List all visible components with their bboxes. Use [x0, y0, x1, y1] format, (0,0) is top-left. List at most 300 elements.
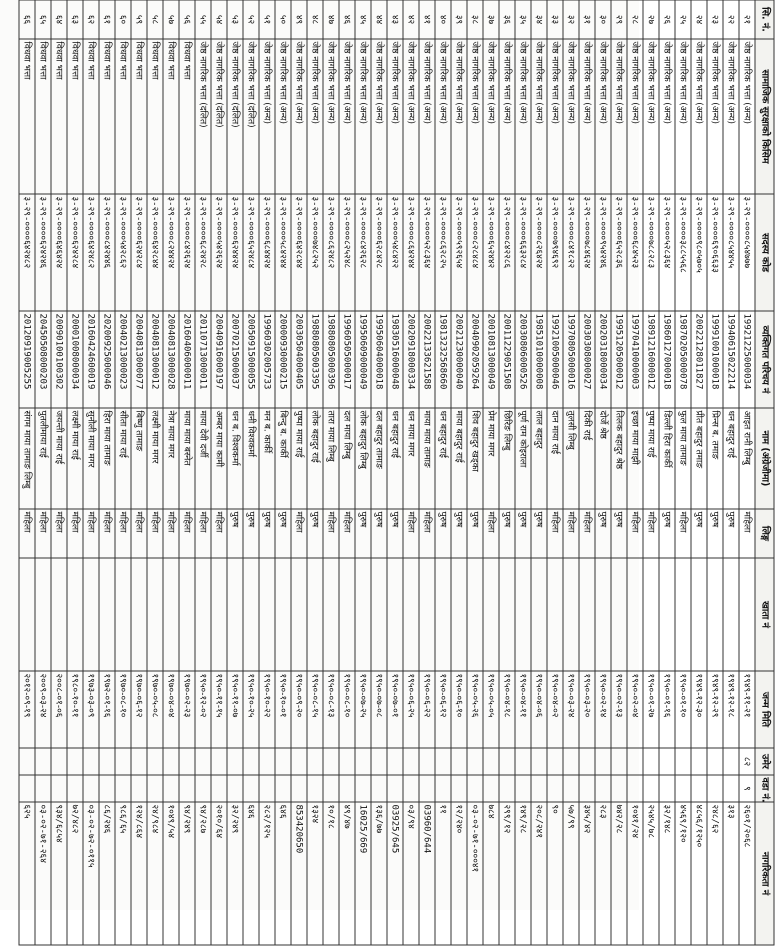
table-row	[131, 0, 147, 945]
cell-code: ३-२९-००००८४२४४६	[99, 194, 115, 311]
cell-code: ३-२९-००००७८४६२४	[579, 194, 595, 311]
cell-type: जेष्ठ नागरिक भत्ता (अन्य)	[387, 39, 403, 194]
cell-gender: महिला	[179, 509, 195, 558]
cell-sn: ५१	[259, 0, 275, 39]
table-row	[531, 0, 547, 945]
cell-age	[35, 748, 51, 775]
cell-type: जेष्ठ नागरिक भत्ता (अन्य)	[723, 39, 739, 194]
cell-id: 19891216000012	[643, 311, 659, 408]
cell-citizenship: २९९/१२	[499, 802, 515, 945]
table-row	[563, 0, 579, 945]
cell-citizenship: ५७/९९	[563, 802, 579, 945]
cell-sn: ६४	[51, 0, 67, 39]
cell-sn: ४८	[307, 0, 323, 39]
header-id: व्यक्तिगत परिचय नं	[755, 311, 774, 408]
cell-ward	[499, 775, 515, 802]
cell-code: ३-२९-००००६५२४४२	[483, 194, 499, 311]
table-row	[259, 0, 275, 945]
cell-id: 20040902059264	[467, 311, 483, 408]
cell-age	[83, 748, 99, 775]
cell-code: ३-२९-००००६२४२४६	[35, 194, 51, 311]
cell-dob: १९४९-१२-१८	[723, 671, 739, 748]
cell-type: जेष्ठ नागरिक भत्ता (अन्य)	[547, 39, 563, 194]
cell-sn: २६	[659, 0, 675, 39]
table-row	[99, 0, 115, 945]
cell-code: ३-२९-००००६४२८४४	[291, 194, 307, 311]
cell-dob: १९७०-०५-०८	[147, 671, 163, 748]
cell-ward	[419, 775, 435, 802]
cell-age	[451, 748, 467, 775]
cell-name: पुष्पा माया राई	[291, 408, 307, 509]
cell-name: लक्ष्मी माया राई	[67, 408, 83, 509]
cell-id: 20120919005255	[19, 311, 35, 408]
cell-account	[483, 558, 499, 671]
cell-citizenship: ६४६	[243, 802, 259, 945]
table-row	[275, 0, 291, 945]
cell-dob: १९५०-०१-१०	[675, 671, 691, 748]
cell-age	[371, 748, 387, 775]
cell-citizenship: ६४६	[275, 802, 291, 945]
cell-code: ३-२९-००००८६२८२५	[435, 194, 451, 311]
cell-type: विधवा भत्ता	[19, 39, 35, 194]
cell-age: ८२	[739, 748, 755, 775]
cell-sn: ४५	[355, 0, 371, 39]
cell-name: अम्बर माया कामी	[211, 408, 227, 509]
cell-dob: १९५०-०९-२०	[291, 671, 307, 748]
cell-account	[67, 558, 83, 671]
table-row	[387, 0, 403, 945]
cell-citizenship: ७२/४८२	[67, 802, 83, 945]
cell-sn: ४४	[371, 0, 387, 39]
cell-id: 20160406000011	[179, 311, 195, 408]
cell-account	[627, 558, 643, 671]
cell-name: लोक बहादुर लिम्बु	[355, 408, 371, 509]
cell-gender: पुरुष	[435, 509, 451, 558]
cell-name: लोक बहादुर राई	[307, 408, 323, 509]
cell-age	[115, 748, 131, 775]
cell-id: 19851010000008	[531, 311, 547, 408]
cell-id: 19960505000017	[339, 311, 355, 408]
cell-gender: पुरुष	[659, 509, 675, 558]
table-row	[483, 0, 499, 945]
cell-dob: २००८-०१-०६	[51, 671, 67, 748]
cell-sn: ५८	[147, 0, 163, 39]
cell-code: ३-२९-००००८२८४८४	[467, 194, 483, 311]
cell-age	[275, 748, 291, 775]
cell-code: ३-२९-००००६४२४८२	[83, 194, 99, 311]
cell-citizenship: १०४९/५४	[163, 802, 179, 945]
cell-type: जेष्ठ नागरिक भत्ता (अन्य)	[483, 39, 499, 194]
cell-ward	[595, 775, 611, 802]
cell-sn: २१	[739, 0, 755, 39]
cell-code: ३-२९-००००६६३२८४	[515, 194, 531, 311]
header-citizenship: नागरिकता नं	[755, 802, 774, 945]
cell-account	[355, 558, 371, 671]
header-account: खाता नं	[755, 558, 774, 671]
cell-type: जेष्ठ नागरिक भत्ता (अन्य)	[563, 39, 579, 194]
cell-code: ३-२९-००००८५४४५५	[723, 194, 739, 311]
cell-account	[691, 558, 707, 671]
cell-name: तुलसी लिम्बु	[563, 408, 579, 509]
cell-ward	[643, 775, 659, 802]
cell-name: धन बहादुर राई	[435, 408, 451, 509]
table-row	[579, 0, 595, 945]
cell-age	[435, 748, 451, 775]
cell-dob: १९५०-०८-१५	[307, 671, 323, 748]
cell-code: ३-२९-००००८४२६२८	[355, 194, 371, 311]
cell-gender: महिला	[115, 509, 131, 558]
cell-citizenship: ९३४/६८५४	[51, 802, 67, 945]
cell-id: 19921005000046	[547, 311, 563, 408]
cell-code: ३-२९-००००७९४६९२	[547, 194, 563, 311]
cell-age	[531, 748, 547, 775]
cell-ward	[259, 775, 275, 802]
cell-ward	[403, 775, 419, 802]
cell-id: 20110713000011	[195, 311, 211, 408]
table-row	[467, 0, 483, 945]
cell-code: ३-२९-००००६८४४२४	[259, 194, 275, 311]
cell-gender: महिला	[419, 509, 435, 558]
cell-code: ३-२९-००००३८८५५६८	[675, 194, 691, 311]
cell-age	[483, 748, 499, 775]
cell-type: जेष्ठ नागरिक भत्ता (अन्य)	[643, 39, 659, 194]
cell-type: जेष्ठ नागरिक भत्ता (अन्य)	[595, 39, 611, 194]
cell-age	[643, 748, 659, 775]
cell-dob: १९५०-१२-०२	[195, 671, 211, 748]
cell-ward	[99, 775, 115, 802]
cell-citizenship: १२/२४०	[451, 802, 467, 945]
header-ward: वडा नं.	[755, 775, 774, 802]
cell-type: जेष्ठ नागरिक भत्ता (दलित)	[211, 39, 227, 194]
cell-type: जेष्ठ नागरिक भत्ता (अन्य)	[499, 39, 515, 194]
cell-citizenship: ९४/२८७	[195, 802, 211, 945]
table-row	[435, 0, 451, 945]
cell-type: जेष्ठ नागरिक भत्ता (अन्य)	[659, 39, 675, 194]
cell-id: 19960302005733	[259, 311, 275, 408]
cell-type: विधवा भत्ता	[131, 39, 147, 194]
cell-code: ३-२९-००००८४२६२४	[179, 194, 195, 311]
cell-sn: ४२	[403, 0, 419, 39]
cell-id: 20022133621588	[419, 311, 435, 408]
cell-type: जेष्ठ नागरिक भत्ता (अन्य)	[435, 39, 451, 194]
cell-dob: १९५०-०६-१२	[435, 671, 451, 748]
cell-age	[627, 748, 643, 775]
cell-ward	[483, 775, 499, 802]
cell-dob: १९५०-११-१५	[211, 671, 227, 748]
cell-ward	[243, 775, 259, 802]
table-row	[195, 0, 211, 945]
cell-name: सुनौली माया मगर	[83, 408, 99, 509]
cell-id: 19870205000078	[675, 311, 691, 408]
cell-gender: पुरुष	[307, 509, 323, 558]
cell-type: विधवा भत्ता	[99, 39, 115, 194]
cell-sn: ३२	[563, 0, 579, 39]
cell-type: जेष्ठ नागरिक भत्ता (अन्य)	[691, 39, 707, 194]
cell-gender: पुरुष	[227, 509, 243, 558]
cell-dob: १९५०-११-०७	[227, 671, 243, 748]
cell-name: लाल बहादुर	[531, 408, 547, 509]
cell-age	[211, 748, 227, 775]
cell-dob: १९५०-०६-२५	[403, 671, 419, 748]
cell-ward	[579, 775, 595, 802]
cell-sn: ३९	[451, 0, 467, 39]
cell-age	[387, 748, 403, 775]
cell-gender: महिला	[83, 509, 99, 558]
cell-name: धन बहादुर राई	[387, 408, 403, 509]
cell-ward	[163, 775, 179, 802]
cell-citizenship: ८६/२४६	[99, 802, 115, 945]
cell-type: जेष्ठ नागरिक भत्ता (दलित)	[243, 39, 259, 194]
cell-dob: १९८०-१०-११	[67, 671, 83, 748]
header-sn: सि. नं.	[755, 0, 774, 39]
cell-type: जेष्ठ नागरिक भत्ता (अन्य)	[307, 39, 323, 194]
cell-ward	[627, 775, 643, 802]
cell-dob: १९५०-०५-०५	[483, 671, 499, 748]
cell-dob: १९४९-११-२१	[739, 671, 755, 748]
cell-gender: पुरुष	[355, 509, 371, 558]
cell-ward	[115, 775, 131, 802]
cell-gender: पुरुष	[243, 509, 259, 558]
cell-dob: १९५०-०७-०१	[387, 671, 403, 748]
cell-citizenship: १३२४	[307, 802, 323, 945]
cell-sn: ३३	[547, 0, 563, 39]
cell-name: पुष्पा माया राई	[643, 408, 659, 509]
cell-id: 19940615022214	[723, 311, 739, 408]
cell-sn: २९	[611, 0, 627, 39]
cell-ward	[35, 775, 51, 802]
cell-dob: १९५०-०४-०२	[547, 671, 563, 748]
cell-sn: ४१	[419, 0, 435, 39]
cell-id: 19860127000018	[659, 311, 675, 408]
cell-citizenship: २५४५/७८	[643, 802, 659, 945]
cell-account	[179, 558, 195, 671]
cell-account	[563, 558, 579, 671]
cell-citizenship: ४८५६/१२५०	[691, 802, 707, 945]
cell-code: ३-२९-००००६५२४८४	[243, 194, 259, 311]
table-body	[19, 0, 755, 945]
cell-gender: महिला	[483, 509, 499, 558]
cell-sn: २३	[707, 0, 723, 39]
cell-age	[659, 748, 675, 775]
cell-account	[515, 558, 531, 671]
cell-account	[387, 558, 403, 671]
table-row	[419, 0, 435, 945]
cell-code: ३-२९-००००६८२४२८	[195, 194, 211, 311]
cell-name: फुल माया तामाङ	[675, 408, 691, 509]
cell-account	[131, 558, 147, 671]
cell-sn: २५	[675, 0, 691, 39]
cell-dob: १९५०-०७-२५	[355, 671, 371, 748]
cell-name: संगम माया तामाङ लिम्बु	[19, 408, 35, 509]
cell-ward	[611, 775, 627, 802]
cell-age	[99, 748, 115, 775]
header-gender: लिङ्ग	[755, 509, 774, 558]
table-row	[227, 0, 243, 945]
table-row	[707, 0, 723, 945]
cell-age	[547, 748, 563, 775]
cell-sn: ४६	[339, 0, 355, 39]
rotated-table-wrapper	[22, 0, 775, 910]
cell-type: जेष्ठ नागरिक भत्ता (अन्य)	[419, 39, 435, 194]
cell-ward	[707, 775, 723, 802]
cell-gender: पुरुष	[691, 509, 707, 558]
cell-name: नेत्रा माया मगर	[163, 408, 179, 509]
cell-name: जयन्ती माया राई	[51, 408, 67, 509]
cell-account	[195, 558, 211, 671]
cell-dob: १९४९-१२-२९	[707, 671, 723, 748]
cell-age	[67, 748, 83, 775]
cell-type: जेष्ठ नागरिक भत्ता (दलित)	[195, 39, 211, 194]
cell-sn: ५९	[131, 0, 147, 39]
cell-sn: ५०	[275, 0, 291, 39]
cell-type: जेष्ठ नागरिक भत्ता (अन्य)	[371, 39, 387, 194]
cell-ward	[179, 775, 195, 802]
cell-account	[323, 558, 339, 671]
table-row	[35, 0, 51, 945]
cell-account	[419, 558, 435, 671]
cell-citizenship: 853420650	[291, 802, 307, 945]
cell-id: 19921225000034	[739, 311, 755, 408]
cell-type: जेष्ठ नागरिक भत्ता (अन्य)	[403, 39, 419, 194]
cell-gender: महिला	[51, 509, 67, 558]
cell-id: 20040813000028	[163, 311, 179, 408]
cell-id: 20040916000197	[211, 311, 227, 408]
table-row	[403, 0, 419, 945]
table-row	[147, 0, 163, 945]
cell-account	[531, 558, 547, 671]
cell-account	[675, 558, 691, 671]
cell-account	[227, 558, 243, 671]
cell-ward	[51, 775, 67, 802]
cell-id: 20010813000049	[483, 311, 499, 408]
cell-name: लक्ष्मी माया मगर	[147, 408, 163, 509]
cell-account	[723, 558, 739, 671]
cell-id: 20050915000055	[243, 311, 259, 408]
cell-dob: १९७०-०८-१०	[115, 671, 131, 748]
cell-name: शिव बहादुर खड्का	[467, 408, 483, 509]
cell-name: प्रिन्स ब. तमाङ	[707, 408, 723, 509]
cell-gender: पुरुष	[611, 509, 627, 558]
table-row	[451, 0, 467, 945]
cell-name: तिलक बहादुर श्रेष्ठ	[611, 408, 627, 509]
cell-citizenship: १२४/८६४	[131, 802, 147, 945]
cell-ward	[323, 775, 339, 802]
cell-age	[131, 748, 147, 775]
cell-code: ३-२९-००००८२६४२४	[531, 194, 547, 311]
cell-id: 20000930000215	[275, 311, 291, 408]
cell-ward	[723, 775, 739, 802]
cell-sn: ३४	[531, 0, 547, 39]
cell-type: विधवा भत्ता	[67, 39, 83, 194]
cell-gender: महिला	[643, 509, 659, 558]
cell-dob: १९५०-१०-०१	[275, 671, 291, 748]
cell-gender: महिला	[35, 509, 51, 558]
cell-dob: १९४९-१२-३०	[691, 671, 707, 748]
cell-dob: १९५०-०२-१४	[595, 671, 611, 748]
cell-age	[19, 748, 35, 775]
cell-id: 20030308000027	[579, 311, 595, 408]
cell-age	[339, 748, 355, 775]
cell-dob: १९५०-१०-२२	[259, 671, 275, 748]
table-header-row	[755, 0, 774, 945]
cell-name: सीता माया राई	[115, 408, 131, 509]
cell-age	[147, 748, 163, 775]
cell-code: ३-२९-००००९८०५७०५	[691, 194, 707, 311]
cell-sn: ३५	[515, 0, 531, 39]
cell-citizenship: ७८४	[483, 802, 499, 945]
cell-citizenship: ४५६९/१२०	[675, 802, 691, 945]
cell-citizenship: २८३	[595, 802, 611, 945]
cell-id: 20022128011827	[691, 311, 707, 408]
table-row	[51, 0, 67, 945]
cell-age	[227, 748, 243, 775]
cell-name: धन ब. विश्वकर्मा	[227, 408, 243, 509]
cell-type: जेष्ठ नागरिक भत्ता (अन्य)	[275, 39, 291, 194]
cell-gender: पुरुष	[531, 509, 547, 558]
cell-dob: १९५०-०१-२७	[643, 671, 659, 748]
cell-sn: ३१	[579, 0, 595, 39]
table-row	[307, 0, 323, 945]
cell-citizenship: ३४५/४२	[579, 802, 595, 945]
cell-name: दिकी राई	[579, 408, 595, 509]
cell-type: जेष्ठ नागरिक भत्ता (अन्य)	[579, 39, 595, 194]
cell-code: ३-२९-००००८४२२८६	[499, 194, 515, 311]
cell-ward	[563, 775, 579, 802]
cell-id: 20020918000334	[403, 311, 419, 408]
cell-code: ३-२९-००००९५४२४६	[595, 194, 611, 311]
cell-id: 20450508000203	[35, 311, 51, 408]
cell-code: ३-२९-००००८५४७७७	[739, 194, 755, 311]
header-dob: जन्म मिति	[755, 671, 774, 748]
cell-age	[195, 748, 211, 775]
cell-type: जेष्ठ नागरिक भत्ता (दलित)	[227, 39, 243, 194]
cell-gender: महिला	[19, 509, 35, 558]
cell-gender: पुरुष	[515, 509, 531, 558]
cell-age	[243, 748, 259, 775]
cell-age	[323, 748, 339, 775]
cell-age	[419, 748, 435, 775]
cell-code: ३-२९-००००८२५२४८	[339, 194, 355, 311]
table-row	[627, 0, 643, 945]
cell-type: विधवा भत्ता	[83, 39, 99, 194]
cell-gender: महिला	[211, 509, 227, 558]
cell-dob: १९५०-०४-१८	[499, 671, 515, 748]
cell-sn: ३७	[483, 0, 499, 39]
table-row	[291, 0, 307, 945]
cell-sn: ५४	[211, 0, 227, 39]
cell-id: 20040213000023	[115, 311, 131, 408]
cell-name: मन ब. कार्की	[259, 408, 275, 509]
cell-ward	[83, 775, 99, 802]
cell-id: 19830516000048	[387, 311, 403, 408]
cell-gender: महिला	[739, 509, 755, 558]
cell-ward	[307, 775, 323, 802]
cell-name: धनी विश्वकर्मा	[243, 408, 259, 509]
cell-gender: महिला	[67, 509, 83, 558]
cell-type: जेष्ठ नागरिक भत्ता (अन्य)	[323, 39, 339, 194]
header-code: सदस्य कोड	[755, 194, 774, 311]
table-row	[67, 0, 83, 945]
cell-sn: ४३	[387, 0, 403, 39]
cell-ward	[451, 775, 467, 802]
cell-gender: महिला	[675, 509, 691, 558]
cell-code: ३-२९-००००५२८३६४	[419, 194, 435, 311]
cell-gender: महिला	[403, 509, 419, 558]
cell-dob: १९७०-०६-१२	[131, 671, 147, 748]
cell-account	[643, 558, 659, 671]
cell-dob: १९५०-१०-२५	[243, 671, 259, 748]
cell-id: 20001008000034	[67, 311, 83, 408]
